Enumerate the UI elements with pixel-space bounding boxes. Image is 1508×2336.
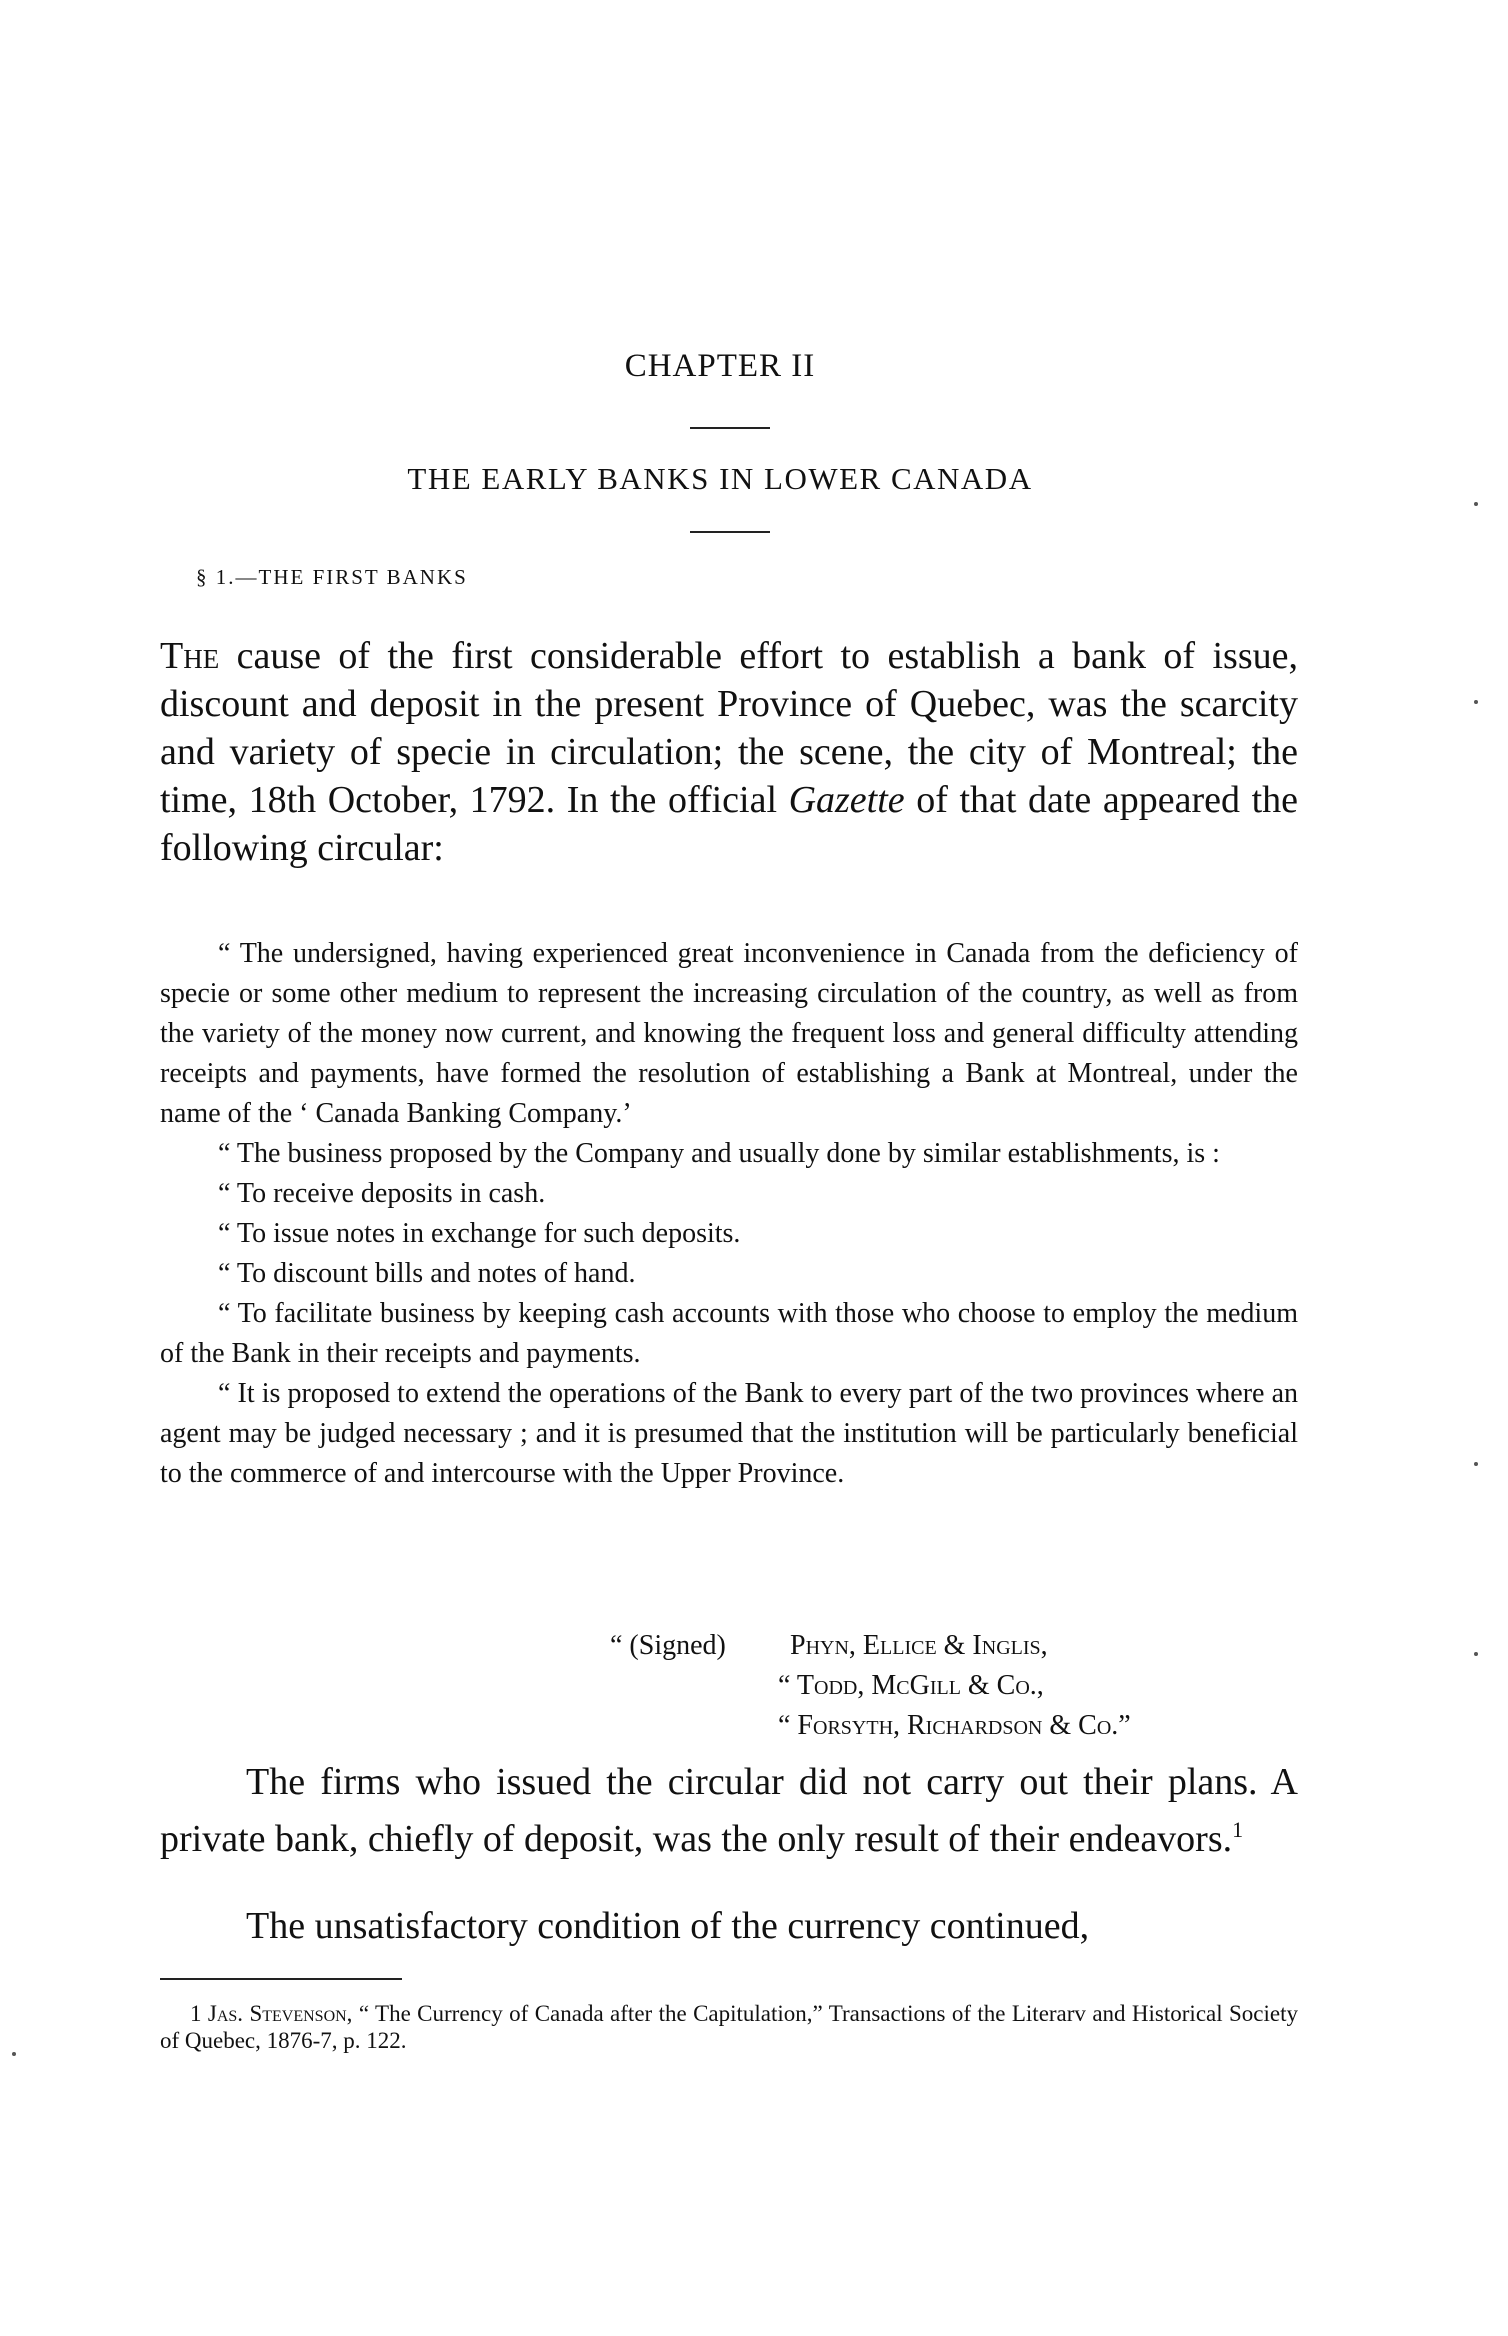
circular-quote xyxy=(160,934,1298,1494)
circular-paragraph: “ It is proposed to extend the operations of the Bank to every part of the two provinces where an agent may be judged necessary ; and it is presumed that the institution will be particularly beneficial to the commerce of and intercourse with the Upper Province. xyxy=(160,1378,1298,1489)
chapter-subtitle: THE EARLY BANKS IN LOWER CANADA xyxy=(407,461,1033,496)
circular-paragraph: “ The undersigned, having experienced great inconvenience in Canada from the deficiency of specie or some other medium to represent the increasing circulation of the country, as well as from the variety of the money now current, and knowing the frequent loss and general difficulty attending receipts and payments, have formed the resolution of establishing a Bank at Montreal, under the name of the ‘ Canada Banking Company.’ xyxy=(160,938,1298,1129)
section-title: THE FIRST BANKS xyxy=(258,565,468,589)
circular-paragraph: “ To issue notes in exchange for such deposits. xyxy=(218,1218,741,1249)
paragraph-firms xyxy=(160,1758,1298,1863)
opening-text-a: cause of the first considerable effort to establish a bank of issue, discount and deposit in the present Province of Quebec, was the scarcity and variety of specie in circulation; the scene, the city of Montreal; the time, 18th October, 1792. In the official xyxy=(160,635,1298,821)
footnote-number: 1 xyxy=(190,2001,202,2026)
circular-paragraph: “ The business proposed by the Company and usually done by similar establishments, is : xyxy=(218,1138,1220,1169)
paragraph-currency: The unsatisfactory condition of the currency continued, xyxy=(246,1905,1090,1947)
signed-label: “ (Signed) xyxy=(610,1630,726,1661)
section-mark: § 1.— xyxy=(196,565,259,589)
footnote xyxy=(160,2000,1298,2054)
circular-paragraph: “ To discount bills and notes of hand. xyxy=(218,1258,636,1289)
title-divider xyxy=(690,427,770,429)
scan-speck xyxy=(1474,502,1478,506)
footnote-reference: 1 xyxy=(1232,1817,1244,1842)
footnote-text: “ The Currency of Canada after the Capitulation,” Transactions of the Literarv and Historical Society of Quebec, 1876-7, p. 122. xyxy=(160,2001,1299,2053)
signatory: Phyn, Ellice & Inglis, xyxy=(790,1630,1048,1661)
section-heading xyxy=(196,565,468,590)
opening-word: The xyxy=(160,635,220,677)
chapter-title: CHAPTER II xyxy=(624,348,816,384)
scan-speck xyxy=(1474,1652,1478,1656)
footnote-author: Jas. Stevenson, xyxy=(207,2001,353,2026)
signatory: “ Todd, McGill & Co., xyxy=(778,1670,1044,1701)
scan-speck xyxy=(12,2052,16,2056)
signatory: “ Forsyth, Richardson & Co.” xyxy=(778,1710,1131,1741)
opening-paragraph xyxy=(160,632,1298,872)
circular-paragraph: “ To facilitate business by keeping cash accounts with those who choose to employ the medium of the Bank in their receipts and payments. xyxy=(160,1298,1298,1369)
scan-speck xyxy=(1474,1462,1478,1466)
opening-text-b: of that date appeared the following circular: xyxy=(160,779,1298,869)
subtitle-divider xyxy=(690,531,770,533)
footnote-divider xyxy=(160,1978,402,1980)
scan-speck xyxy=(1474,700,1478,704)
gazette-italic: Gazette xyxy=(788,779,905,821)
paragraph-firms-text: The firms who issued the circular did not carry out their plans. A private bank, chiefly of deposit, was the only result of their endeavors. xyxy=(160,1761,1298,1860)
circular-paragraph: “ To receive deposits in cash. xyxy=(218,1178,546,1209)
